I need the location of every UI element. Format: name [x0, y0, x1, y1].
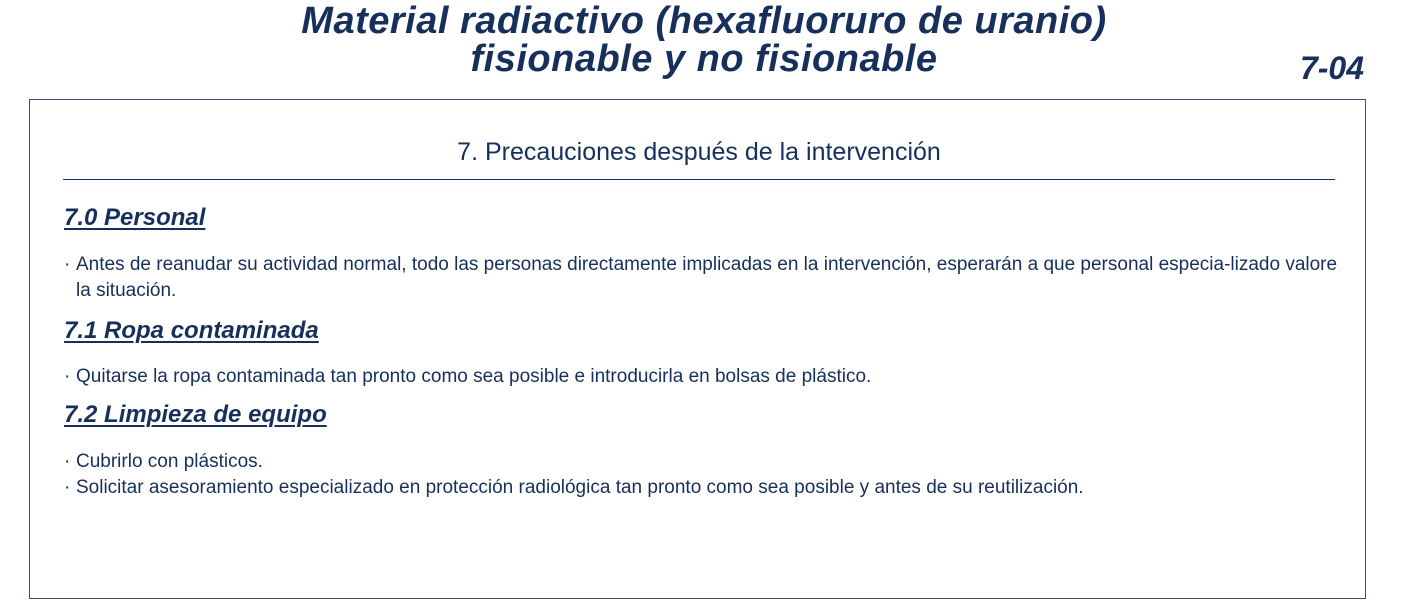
- list-item-text: Quitarse la ropa contaminada tan pronto como sea posible e introducirla en bolsas de plástico.: [76, 366, 872, 387]
- bullet-marker: ·: [64, 366, 71, 387]
- list-item-text: Cubrirlo con plásticos.: [76, 451, 263, 472]
- bullet-marker: ·: [64, 451, 71, 472]
- title-line-1: Material radiactivo (hexafluoruro de uranio): [301, 0, 1107, 42]
- title-line-2: fisionable y no fisionable: [470, 38, 938, 80]
- list-item-text: Antes de reanudar su actividad normal, todo las personas directamente implicadas en la intervención, esperarán a que personal especia-lizado valore la situación.: [76, 254, 1338, 301]
- content-panel: [29, 99, 1366, 599]
- section-title: 7. Precauciones después de la intervención: [457, 138, 941, 166]
- document-title: [200, 2, 1208, 78]
- list-item: [64, 475, 1338, 501]
- bullet-marker: ·: [64, 254, 71, 275]
- subsection-heading-personal: 7.0 Personal: [64, 204, 206, 231]
- list-item: [64, 252, 1338, 304]
- section-divider: [63, 179, 1335, 180]
- list-item: [64, 364, 1338, 390]
- subsection-heading-ropa: 7.1 Ropa contaminada: [64, 317, 319, 344]
- list-item: [64, 449, 1338, 475]
- subsection-heading-limpieza: 7.2 Limpieza de equipo: [64, 401, 327, 428]
- bullet-marker: ·: [64, 477, 71, 498]
- page-code: 7-04: [1299, 50, 1364, 86]
- list-item-text: Solicitar asesoramiento especializado en protección radiológica tan pronto como sea posible y antes de su reutilización.: [76, 477, 1084, 498]
